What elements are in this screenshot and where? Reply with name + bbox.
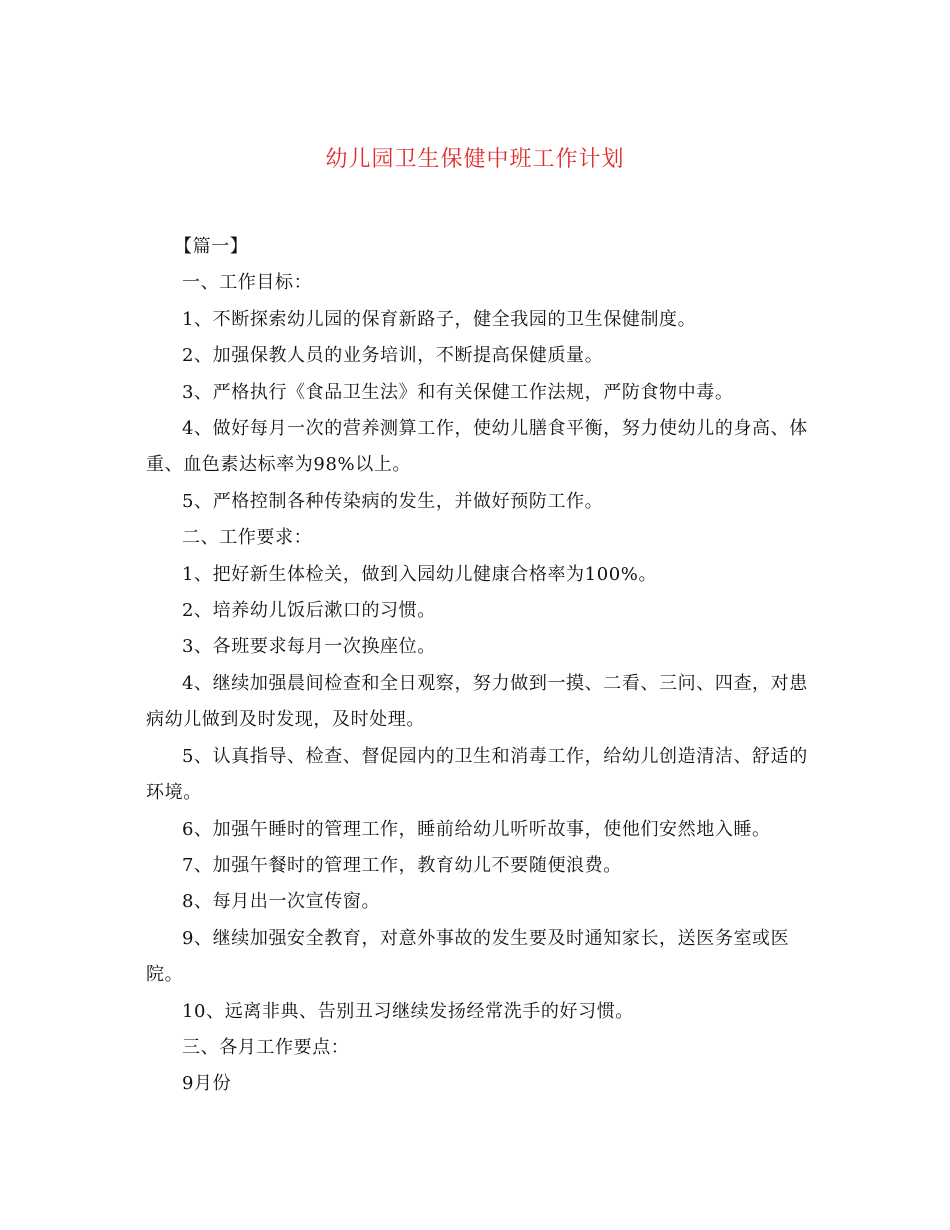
paragraph: 9、继续加强安全教育，对意外事故的发生要及时通知家长，送医务室或医院。 xyxy=(146,927,790,986)
document-body xyxy=(146,229,810,1103)
paragraph: 4、做好每月一次的营养测算工作，使幼儿膳食平衡，努力使幼儿的身高、体重、血色素达标率为98%以上。 xyxy=(146,418,808,476)
paragraph: 5、严格控制各种传染病的发生，并做好预防工作。 xyxy=(182,490,604,512)
paragraph: 7、加强午餐时的管理工作，教育幼儿不要随便浪费。 xyxy=(182,854,622,876)
paragraph: 8、每月出一次宣传窗。 xyxy=(182,891,381,913)
paragraph: 2、培养幼儿饭后漱口的习惯。 xyxy=(182,600,436,622)
document-title: 幼儿园卫生保健中班工作计划 xyxy=(325,147,625,172)
paragraph: 4、继续加强晨间检查和全日观察，努力做到一摸、二看、三问、四查，对患病幼儿做到及时发现，及时处理。 xyxy=(146,672,808,731)
paragraph: 3、严格执行《食品卫生法》和有关保健工作法规，严防食物中毒。 xyxy=(182,381,734,403)
section-heading: 二、工作要求： xyxy=(182,527,313,549)
paragraph: 6、加强午睡时的管理工作，睡前给幼儿听听故事，使他们安然地入睡。 xyxy=(182,818,771,840)
section-heading: 三、各月工作要点： xyxy=(182,1036,350,1058)
paragraph: 3、各班要求每月一次换座位。 xyxy=(182,636,436,658)
paragraph: 5、认真指导、检查、督促园内的卫生和消毒工作，给幼儿创造清洁、舒适的环境。 xyxy=(146,745,808,804)
section-marker: 【篇一】 xyxy=(174,236,249,257)
month-heading: 9月份 xyxy=(182,1073,232,1095)
paragraph: 2、加强保教人员的业务培训，不断提高保健质量。 xyxy=(182,345,604,367)
paragraph: 1、把好新生体检关，做到入园幼儿健康合格率为100%。 xyxy=(182,563,658,585)
paragraph: 1、不断探索幼儿园的保育新路子，健全我园的卫生保健制度。 xyxy=(182,308,697,330)
section-heading: 一、工作目标： xyxy=(182,272,313,294)
paragraph: 10、远离非典、告别丑习继续发扬经常洗手的好习惯。 xyxy=(182,1000,634,1022)
